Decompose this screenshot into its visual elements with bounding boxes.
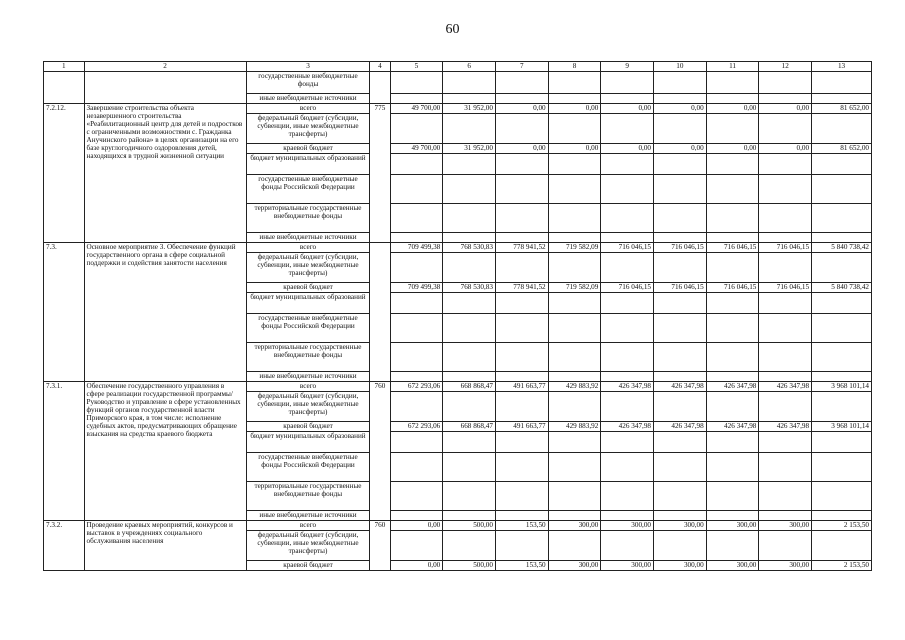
funding-source: федеральный бюджет (субсидии, субвенции, иные межбюджетные трансферты) — [246, 253, 370, 283]
amount-cell — [654, 482, 707, 511]
amount-cell: 31 952,00 — [443, 144, 496, 154]
page-number: 60 — [445, 22, 460, 37]
amount-cell — [812, 94, 872, 104]
amount-cell — [443, 94, 496, 104]
funding-source: федеральный бюджет (субсидии, субвенции, иные межбюджетные трансферты) — [246, 392, 370, 422]
amount-cell — [548, 175, 601, 204]
amount-cell — [495, 372, 548, 382]
amount-cell — [601, 482, 654, 511]
amount-cell — [443, 293, 496, 314]
amount-cell: 31 952,00 — [443, 104, 496, 114]
amount-cell — [443, 453, 496, 482]
amount-cell — [706, 392, 759, 422]
amount-cell — [759, 482, 812, 511]
event-name: Завершение строительства объекта незавершенного строительства «Реабилитационный центр для детей и подростков с ограниченными возможностями с. Гражданка Анучинского района» в целях организации на его базе круглогодичного оздоровления детей, находящихся в трудной жизненной ситуации — [84, 104, 246, 243]
funding-source: бюджет муниципальных образований — [246, 293, 370, 314]
amount-cell: 709 499,38 — [390, 283, 443, 293]
amount-cell — [812, 531, 872, 561]
amount-cell — [812, 432, 872, 453]
amount-cell: 709 499,38 — [390, 243, 443, 253]
column-number: 2 — [84, 62, 246, 72]
amount-cell: 668 868,47 — [443, 422, 496, 432]
amount-cell — [812, 293, 872, 314]
amount-cell — [601, 233, 654, 243]
amount-cell — [495, 314, 548, 343]
event-name: Обеспечение государственного управления в сфере реализации государственной программы/ Руководство и управление в сфере установленных функций органов государственной власти Приморского края, в том числе: исполнение судебных актов, предусматривающих обращение взыскания на средства краевого бюджета — [84, 382, 246, 521]
amount-cell — [654, 94, 707, 104]
funding-source: иные внебюджетные источники — [246, 233, 370, 243]
amount-cell — [654, 372, 707, 382]
amount-cell — [495, 204, 548, 233]
amount-cell — [495, 175, 548, 204]
funding-source: иные внебюджетные источники — [246, 372, 370, 382]
row-code: 7.3.1. — [44, 382, 85, 521]
amount-cell — [548, 72, 601, 94]
amount-cell — [601, 175, 654, 204]
amount-cell — [443, 204, 496, 233]
amount-cell: 0,00 — [654, 104, 707, 114]
amount-cell — [706, 253, 759, 283]
table-row — [44, 382, 872, 392]
amount-cell — [443, 432, 496, 453]
amount-cell: 716 046,15 — [654, 283, 707, 293]
amount-cell: 49 700,00 — [390, 104, 443, 114]
amount-cell: 2 153,50 — [812, 561, 872, 571]
amount-cell: 672 293,06 — [390, 422, 443, 432]
amount-cell: 81 652,00 — [812, 104, 872, 114]
amount-cell: 300,00 — [601, 521, 654, 531]
column-number: 13 — [812, 62, 872, 72]
amount-cell: 426 347,98 — [759, 422, 812, 432]
funding-source: всего — [246, 521, 370, 531]
amount-cell — [654, 531, 707, 561]
amount-cell — [390, 372, 443, 382]
amount-cell — [390, 175, 443, 204]
amount-cell — [759, 204, 812, 233]
funding-source: краевой бюджет — [246, 422, 370, 432]
amount-cell — [706, 531, 759, 561]
amount-cell — [495, 531, 548, 561]
amount-cell — [601, 314, 654, 343]
amount-cell — [390, 343, 443, 372]
amount-cell — [390, 94, 443, 104]
amount-cell — [601, 453, 654, 482]
amount-cell — [654, 453, 707, 482]
amount-cell — [759, 432, 812, 453]
amount-cell: 426 347,98 — [654, 382, 707, 392]
amount-cell — [654, 154, 707, 175]
amount-cell — [443, 314, 496, 343]
amount-cell — [654, 293, 707, 314]
amount-cell: 426 347,98 — [759, 382, 812, 392]
amount-cell — [548, 531, 601, 561]
amount-cell — [495, 511, 548, 521]
amount-cell: 768 530,83 — [443, 283, 496, 293]
column-number: 9 — [601, 62, 654, 72]
column-number: 11 — [706, 62, 759, 72]
amount-cell — [759, 372, 812, 382]
amount-cell — [706, 343, 759, 372]
amount-cell — [706, 204, 759, 233]
amount-cell — [654, 253, 707, 283]
amount-cell — [390, 453, 443, 482]
amount-cell — [390, 392, 443, 422]
amount-cell: 0,00 — [601, 104, 654, 114]
amount-cell — [495, 233, 548, 243]
amount-cell — [706, 233, 759, 243]
amount-cell — [495, 432, 548, 453]
funding-source: федеральный бюджет (субсидии, субвенции, иные межбюджетные трансферты) — [246, 114, 370, 144]
amount-cell — [654, 204, 707, 233]
amount-cell: 300,00 — [706, 521, 759, 531]
amount-cell — [495, 72, 548, 94]
amount-cell — [706, 94, 759, 104]
amount-cell — [812, 314, 872, 343]
amount-cell — [759, 253, 812, 283]
column-number: 8 — [548, 62, 601, 72]
column-number: 6 — [443, 62, 496, 72]
amount-cell — [706, 432, 759, 453]
amount-cell: 426 347,98 — [601, 382, 654, 392]
amount-cell — [812, 453, 872, 482]
amount-cell — [443, 233, 496, 243]
amount-cell — [601, 432, 654, 453]
amount-cell — [759, 72, 812, 94]
amount-cell: 49 700,00 — [390, 144, 443, 154]
funding-source: государственные внебюджетные фонды Российской Федерации — [246, 314, 370, 343]
amount-cell: 300,00 — [601, 561, 654, 571]
funding-source: всего — [246, 104, 370, 114]
amount-cell: 719 582,09 — [548, 283, 601, 293]
responsible-code — [370, 243, 390, 382]
table-row — [44, 243, 872, 253]
amount-cell — [812, 154, 872, 175]
amount-cell — [601, 531, 654, 561]
amount-cell: 3 968 101,14 — [812, 382, 872, 392]
funding-source: всего — [246, 243, 370, 253]
amount-cell — [390, 253, 443, 283]
amount-cell — [706, 314, 759, 343]
amount-cell — [812, 114, 872, 144]
amount-cell — [495, 154, 548, 175]
amount-cell — [390, 511, 443, 521]
amount-cell — [548, 372, 601, 382]
amount-cell: 768 530,83 — [443, 243, 496, 253]
amount-cell: 300,00 — [759, 561, 812, 571]
amount-cell: 0,00 — [548, 104, 601, 114]
amount-cell — [654, 314, 707, 343]
amount-cell — [601, 94, 654, 104]
amount-cell: 716 046,15 — [601, 283, 654, 293]
amount-cell — [443, 372, 496, 382]
amount-cell: 0,00 — [390, 561, 443, 571]
amount-cell — [548, 114, 601, 144]
amount-cell — [390, 482, 443, 511]
amount-cell — [548, 392, 601, 422]
amount-cell — [548, 432, 601, 453]
amount-cell — [812, 482, 872, 511]
amount-cell: 81 652,00 — [812, 144, 872, 154]
amount-cell — [495, 293, 548, 314]
amount-cell: 2 153,50 — [812, 521, 872, 531]
funding-source: краевой бюджет — [246, 283, 370, 293]
budget-table — [43, 61, 872, 571]
event-name: Основное мероприятие 3. Обеспечение функций государственного органа в сфере социальной поддержки и содействия занятости населения — [84, 243, 246, 382]
amount-cell — [495, 453, 548, 482]
amount-cell — [548, 482, 601, 511]
amount-cell — [759, 511, 812, 521]
amount-cell — [812, 372, 872, 382]
amount-cell — [654, 343, 707, 372]
amount-cell — [548, 204, 601, 233]
row-code — [44, 72, 85, 104]
amount-cell — [601, 154, 654, 175]
amount-cell — [390, 204, 443, 233]
amount-cell — [390, 72, 443, 94]
amount-cell: 300,00 — [759, 521, 812, 531]
amount-cell: 0,00 — [390, 521, 443, 531]
amount-cell — [759, 94, 812, 104]
amount-cell — [601, 72, 654, 94]
amount-cell — [548, 233, 601, 243]
amount-cell — [759, 114, 812, 144]
amount-cell — [812, 175, 872, 204]
amount-cell — [706, 72, 759, 94]
column-number: 4 — [370, 62, 390, 72]
amount-cell — [601, 392, 654, 422]
amount-cell — [759, 392, 812, 422]
amount-cell — [759, 314, 812, 343]
funding-source: государственные внебюджетные фонды — [246, 72, 370, 94]
amount-cell — [495, 114, 548, 144]
amount-cell: 300,00 — [548, 561, 601, 571]
amount-cell: 716 046,15 — [759, 243, 812, 253]
amount-cell: 0,00 — [601, 144, 654, 154]
amount-cell: 426 347,98 — [601, 422, 654, 432]
amount-cell — [812, 392, 872, 422]
column-number-row — [44, 62, 872, 72]
amount-cell — [812, 511, 872, 521]
amount-cell — [601, 114, 654, 144]
amount-cell — [443, 253, 496, 283]
table-row — [44, 104, 872, 114]
amount-cell — [495, 392, 548, 422]
funding-source: государственные внебюджетные фонды Российской Федерации — [246, 175, 370, 204]
funding-source: иные внебюджетные источники — [246, 511, 370, 521]
budget-table-body — [44, 62, 872, 571]
amount-cell: 426 347,98 — [706, 422, 759, 432]
table-row — [44, 72, 872, 94]
amount-cell — [443, 511, 496, 521]
amount-cell — [601, 511, 654, 521]
amount-cell — [443, 114, 496, 144]
amount-cell — [601, 293, 654, 314]
amount-cell — [759, 343, 812, 372]
amount-cell: 0,00 — [548, 144, 601, 154]
amount-cell — [548, 154, 601, 175]
amount-cell — [654, 233, 707, 243]
amount-cell: 0,00 — [706, 104, 759, 114]
amount-cell: 491 663,77 — [495, 422, 548, 432]
amount-cell — [812, 343, 872, 372]
funding-source: бюджет муниципальных образований — [246, 154, 370, 175]
amount-cell: 716 046,15 — [601, 243, 654, 253]
amount-cell — [548, 253, 601, 283]
amount-cell — [390, 114, 443, 144]
amount-cell: 426 347,98 — [654, 422, 707, 432]
amount-cell: 0,00 — [759, 104, 812, 114]
funding-source: государственные внебюджетные фонды Российской Федерации — [246, 453, 370, 482]
responsible-code: 760 — [370, 382, 390, 521]
row-code: 7.3. — [44, 243, 85, 382]
amount-cell — [706, 372, 759, 382]
amount-cell: 5 840 738,42 — [812, 243, 872, 253]
responsible-code: 760 — [370, 521, 390, 571]
amount-cell: 719 582,09 — [548, 243, 601, 253]
funding-source: бюджет муниципальных образований — [246, 432, 370, 453]
amount-cell: 429 883,92 — [548, 382, 601, 392]
responsible-code — [370, 72, 390, 104]
amount-cell — [390, 233, 443, 243]
amount-cell — [812, 253, 872, 283]
amount-cell — [548, 343, 601, 372]
funding-source: территориальные государственные внебюджетные фонды — [246, 482, 370, 511]
responsible-code: 775 — [370, 104, 390, 243]
amount-cell: 300,00 — [548, 521, 601, 531]
amount-cell — [443, 482, 496, 511]
row-code: 7.3.2. — [44, 521, 85, 571]
amount-cell: 0,00 — [495, 144, 548, 154]
amount-cell: 716 046,15 — [706, 283, 759, 293]
amount-cell: 668 868,47 — [443, 382, 496, 392]
amount-cell — [390, 314, 443, 343]
amount-cell — [706, 511, 759, 521]
amount-cell — [495, 343, 548, 372]
column-number: 5 — [390, 62, 443, 72]
amount-cell — [654, 432, 707, 453]
amount-cell: 491 663,77 — [495, 382, 548, 392]
funding-source: всего — [246, 382, 370, 392]
amount-cell — [443, 392, 496, 422]
funding-source: краевой бюджет — [246, 561, 370, 571]
amount-cell — [601, 372, 654, 382]
amount-cell — [443, 531, 496, 561]
amount-cell — [390, 531, 443, 561]
column-number: 3 — [246, 62, 370, 72]
table-row — [44, 521, 872, 531]
amount-cell — [812, 204, 872, 233]
column-number: 10 — [654, 62, 707, 72]
amount-cell: 300,00 — [654, 521, 707, 531]
amount-cell: 153,50 — [495, 561, 548, 571]
amount-cell — [390, 293, 443, 314]
amount-cell — [759, 293, 812, 314]
amount-cell — [706, 293, 759, 314]
amount-cell — [443, 154, 496, 175]
amount-cell — [601, 253, 654, 283]
amount-cell: 429 883,92 — [548, 422, 601, 432]
amount-cell — [759, 175, 812, 204]
amount-cell — [706, 482, 759, 511]
funding-source: краевой бюджет — [246, 144, 370, 154]
column-number: 1 — [44, 62, 85, 72]
amount-cell — [654, 114, 707, 144]
amount-cell: 500,00 — [443, 521, 496, 531]
amount-cell — [390, 432, 443, 453]
event-name — [84, 72, 246, 104]
amount-cell — [654, 392, 707, 422]
amount-cell: 0,00 — [495, 104, 548, 114]
funding-source: территориальные государственные внебюджетные фонды — [246, 204, 370, 233]
amount-cell — [548, 94, 601, 104]
amount-cell: 716 046,15 — [654, 243, 707, 253]
column-number: 7 — [495, 62, 548, 72]
amount-cell: 426 347,98 — [706, 382, 759, 392]
amount-cell — [443, 175, 496, 204]
amount-cell — [601, 204, 654, 233]
amount-cell: 500,00 — [443, 561, 496, 571]
amount-cell — [548, 453, 601, 482]
amount-cell: 0,00 — [654, 144, 707, 154]
amount-cell — [706, 175, 759, 204]
amount-cell — [706, 154, 759, 175]
event-name: Проведение краевых мероприятий, конкурсов и выставок в учреждениях социального обслуживания населения — [84, 521, 246, 571]
amount-cell: 716 046,15 — [706, 243, 759, 253]
amount-cell — [443, 343, 496, 372]
amount-cell — [706, 114, 759, 144]
row-code: 7.2.12. — [44, 104, 85, 243]
amount-cell: 300,00 — [706, 561, 759, 571]
amount-cell — [390, 154, 443, 175]
amount-cell — [495, 253, 548, 283]
amount-cell: 300,00 — [654, 561, 707, 571]
funding-source: федеральный бюджет (субсидии, субвенции, иные межбюджетные трансферты) — [246, 531, 370, 561]
amount-cell: 778 941,52 — [495, 243, 548, 253]
amount-cell: 153,50 — [495, 521, 548, 531]
amount-cell — [654, 175, 707, 204]
funding-source: территориальные государственные внебюджетные фонды — [246, 343, 370, 372]
amount-cell: 0,00 — [759, 144, 812, 154]
amount-cell — [654, 72, 707, 94]
amount-cell: 0,00 — [706, 144, 759, 154]
funding-source: иные внебюджетные источники — [246, 94, 370, 104]
amount-cell — [759, 531, 812, 561]
amount-cell — [812, 72, 872, 94]
amount-cell: 5 840 738,42 — [812, 283, 872, 293]
amount-cell: 672 293,06 — [390, 382, 443, 392]
amount-cell — [548, 293, 601, 314]
amount-cell — [759, 154, 812, 175]
amount-cell: 3 968 101,14 — [812, 422, 872, 432]
amount-cell: 778 941,52 — [495, 283, 548, 293]
amount-cell — [495, 482, 548, 511]
column-number: 12 — [759, 62, 812, 72]
amount-cell — [654, 511, 707, 521]
amount-cell — [548, 314, 601, 343]
amount-cell — [759, 453, 812, 482]
amount-cell — [812, 233, 872, 243]
amount-cell — [443, 72, 496, 94]
amount-cell — [706, 453, 759, 482]
amount-cell — [601, 343, 654, 372]
amount-cell — [759, 233, 812, 243]
amount-cell — [495, 94, 548, 104]
amount-cell: 716 046,15 — [759, 283, 812, 293]
amount-cell — [548, 511, 601, 521]
